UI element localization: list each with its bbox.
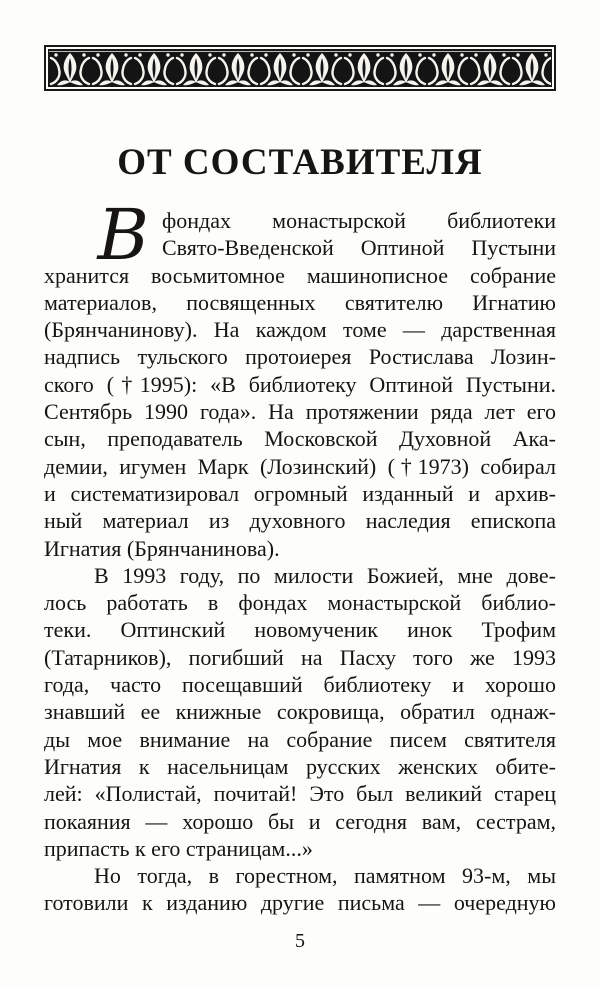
text-line: Игнатия (Брянчанинова).: [44, 535, 280, 561]
paragraph: [44, 862, 556, 917]
text-line: (Брянчанинову). На каждом томе — дарственная: [44, 317, 556, 343]
text-line: года, часто посещавший библиотеку и хорошо: [44, 672, 556, 698]
floral-ornament-icon: [48, 49, 552, 87]
text-line: Сентябрь 1990 года». На протяжении ряда лет его: [44, 399, 556, 425]
text-line: Свято-Введенской Оптиной Пустыни: [162, 235, 556, 261]
text-line: ского (†1995): «В библиотеку Оптиной Пустыни.: [44, 371, 556, 397]
body-text: [44, 194, 556, 917]
page-title: ОТ СОСТАВИТЕЛЯ: [117, 142, 483, 183]
paragraph: [44, 562, 556, 862]
text-line: знавший ее книжные сокровища, обратил однаж-: [44, 699, 556, 725]
paragraph: [44, 194, 556, 562]
text-line: Игнатия к насельницам русских женских обите-: [44, 753, 556, 779]
page-number: 5: [295, 929, 305, 952]
text-line: лось работать в фондах монастырской библио-: [44, 590, 556, 616]
text-line: хранится восьмитомное машинописное собрание: [44, 262, 556, 288]
text-line: ный материал из духовного наследия епископа: [44, 508, 556, 534]
drop-cap: В: [97, 194, 149, 276]
text-line: (Татарников), погибший на Пасху того же 1993: [44, 644, 556, 670]
text-line: надпись тульского протоиерея Ростислава Лозин-: [44, 344, 556, 370]
text-line: лей: «Полистай, почитай! Это был великий старец: [44, 781, 556, 807]
text-line: ды мое внимание на собрание писем святителя: [44, 726, 556, 752]
text-line: покаяния — хорошо бы и сегодня вам, сестрам,: [44, 808, 556, 834]
text-line: фондах монастырской библиотеки: [162, 208, 556, 233]
text-line: и систематизировал огромный изданный и архив-: [44, 480, 556, 506]
text-line: готовили к изданию другие письма — очередную: [44, 890, 556, 916]
page-footer: [44, 929, 556, 953]
text-line: демии, игумен Марк (Лозинский) (†1973) собирал: [44, 453, 556, 479]
text-line: припасть к его страницам...»: [44, 835, 313, 861]
text-line: материалов, посвященных святителю Игнатию: [44, 289, 556, 315]
ornament-band: [44, 45, 556, 91]
text-line: Но тогда, в горестном, памятном 93-м, мы: [94, 863, 556, 889]
text-line: В 1993 году, по милости Божией, мне дове-: [94, 562, 556, 588]
text-line: сын, преподаватель Московской Духовной Ака-: [44, 426, 556, 452]
text-line: теки. Оптинский новомученик инок Трофим: [44, 617, 556, 643]
